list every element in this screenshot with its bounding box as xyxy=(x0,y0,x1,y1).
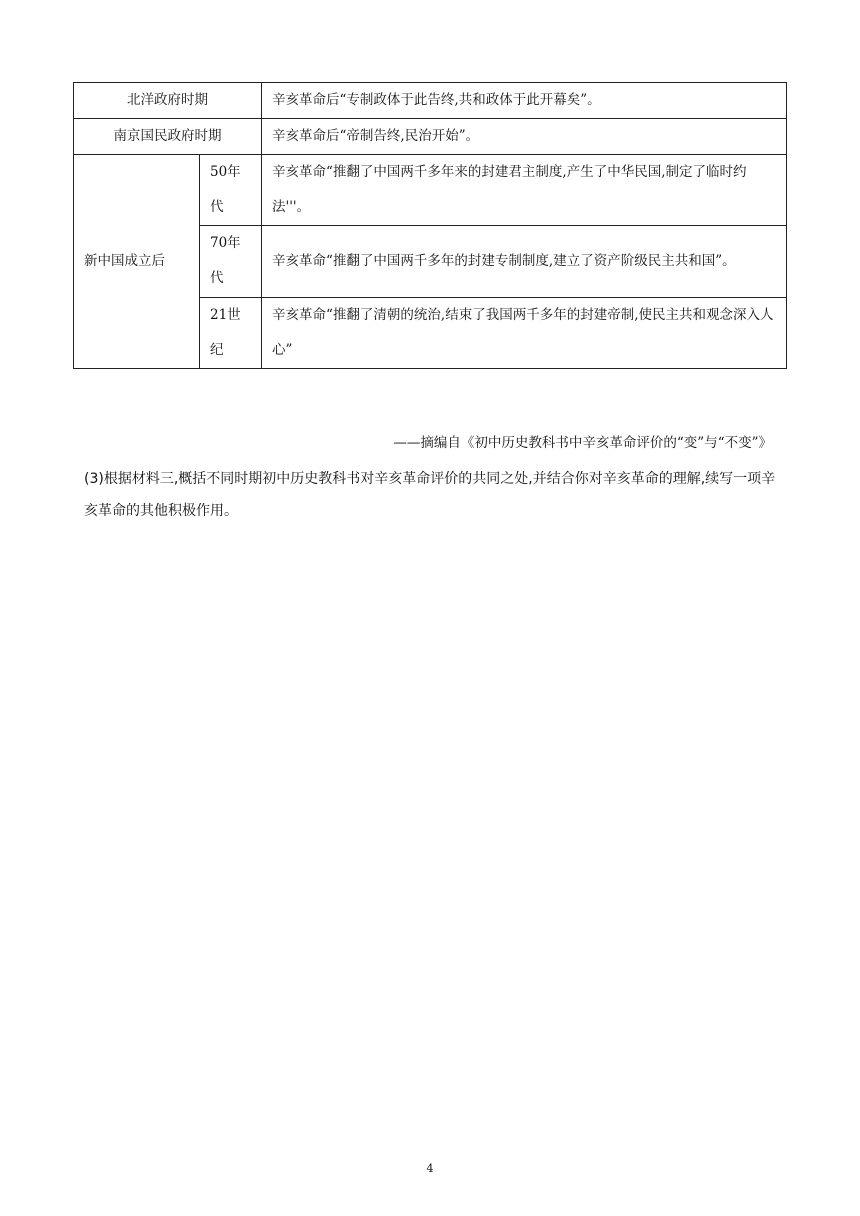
evaluation-cell: 辛亥革命后“帝制告终,民治开始”。 xyxy=(262,119,787,155)
table-row xyxy=(74,83,787,119)
source-citation: ——摘编自《初中历史教科书中辛亥革命评价的“变”与“不变”》 xyxy=(393,435,772,451)
decade-cell: 21世纪 xyxy=(200,297,262,368)
evaluation-cell: 辛亥革命后“专制政体于此告终,共和政体于此开幕矣”。 xyxy=(262,83,787,119)
era-cell: 南京国民政府时期 xyxy=(74,119,262,155)
evaluation-cell: 辛亥革命“推翻了中国两千多年的封建专制制度,建立了资产阶级民主共和国”。 xyxy=(262,226,787,297)
question-text: (3)根据材料三,概括不同时期初中历史教科书对辛亥革命评价的共同之处,并结合你对辛亥革命的理解,续写一项辛亥革命的其他积极作用。 xyxy=(84,471,776,520)
decade-cell: 50年代 xyxy=(200,155,262,226)
era-cell: 北洋政府时期 xyxy=(74,83,262,119)
evaluation-cell: 辛亥革命“推翻了中国两千多年来的封建君主制度,产生了中华民国,制定了临时约法'''。 xyxy=(262,155,787,226)
decade-cell: 70年代 xyxy=(200,226,262,297)
era-cell: 新中国成立后 xyxy=(74,155,200,369)
table-row xyxy=(74,155,787,226)
evaluation-table xyxy=(73,82,787,369)
page-number: 4 xyxy=(426,1162,434,1175)
table-row xyxy=(74,119,787,155)
evaluation-cell: 辛亥革命“推翻了清朝的统治,结束了我国两千多年的封建帝制,使民主共和观念深入人心” xyxy=(262,297,787,368)
